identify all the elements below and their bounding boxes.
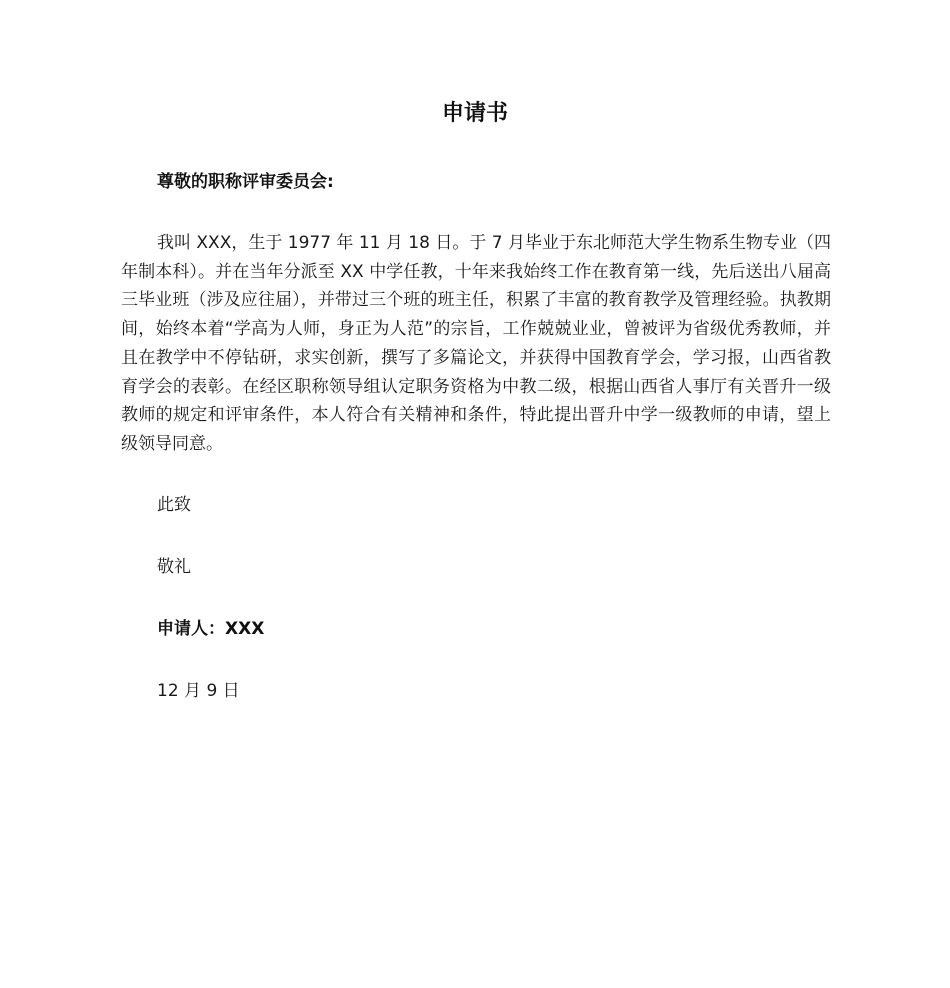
document-date: 12 月 9 日 — [157, 681, 240, 701]
body-paragraph: 我叫 XXX，生于 1977 年 11 月 18 日。于 7 月毕业于东北师范大学生物系生物专业（四年制本科）。并在当年分派至 XX 中学任教，十年来我始终工作在教育第一线，先后送出八届高三毕业班（涉及应往届），并带过三个班的班主任，积累了丰富的教育教学及管理经验。执教期间，始终本着“学高为人师，身正为人范”的宗旨，工作兢兢业业，曾被评为省级优秀教师，并且在教学中不停钻研，求实创新，撰写了多篇论文，并获得中国教育学会，学习报，山西省教育学会的表彰。在经区职称领导组认定职务资格为中教二级，根据山西省人事厅有关晋升一级教师的规定和评审条件，本人符合有关精神和条件，特此提出晋升中学一级教师的申请，望上级领导同意。 — [121, 233, 831, 454]
salutation: 尊敬的职称评审委员会: — [157, 172, 334, 192]
applicant-signature: 申请人：XXX — [157, 619, 265, 639]
document-title: 申请书 — [441, 101, 508, 126]
closing-greeting: 此致 — [157, 495, 191, 515]
closing-salute: 敬礼 — [157, 557, 191, 577]
